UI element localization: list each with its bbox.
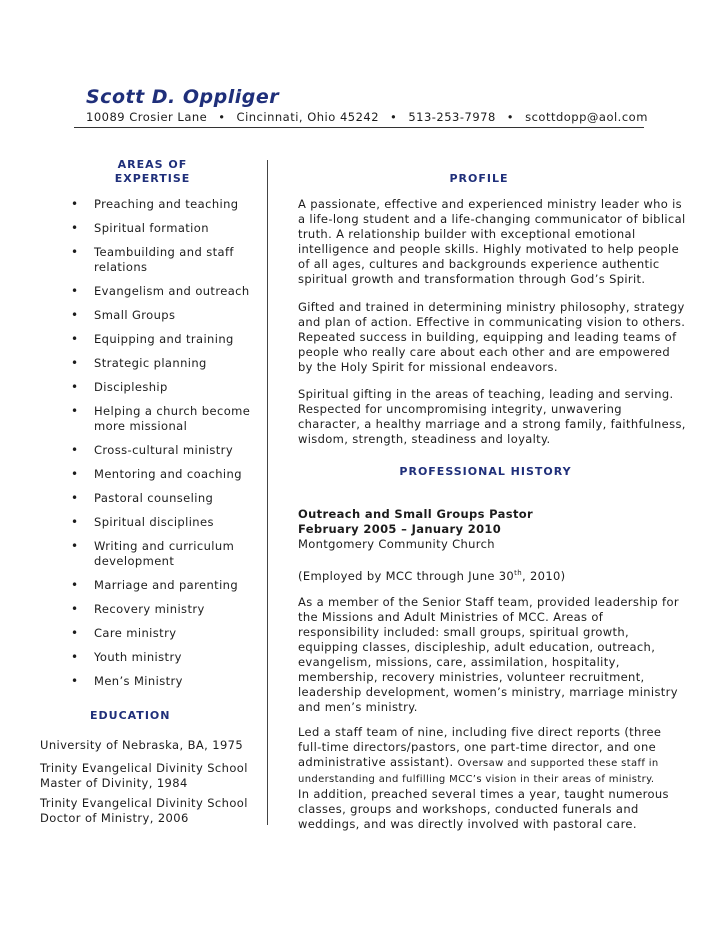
education-institution: Trinity Evangelical Divinity School — [40, 796, 248, 810]
column-divider — [267, 160, 268, 825]
education-degree: Doctor of Ministry, 2006 — [40, 811, 189, 825]
expertise-item-label: Evangelism and outreach — [94, 284, 250, 298]
profile-heading: PROFILE — [449, 172, 509, 185]
expertise-item — [58, 515, 263, 530]
job-description-text: Led a staff team of nine, including five direct reports (three full-time directors/pastors, one part-time director, and one administrative assistant). — [298, 725, 662, 769]
expertise-item — [58, 650, 263, 665]
ordinal-suffix: th — [514, 569, 522, 577]
bullet: • — [71, 332, 79, 346]
expertise-item — [58, 467, 263, 482]
profile-paragraph — [298, 387, 688, 447]
employment-note — [298, 566, 688, 584]
expertise-item-label: Recovery ministry — [94, 602, 205, 616]
job-title: Outreach and Small Groups Pastor — [298, 507, 534, 521]
education-heading: EDUCATION — [90, 709, 171, 722]
expertise-item-label: Marriage and parenting — [94, 578, 239, 592]
bullet: • — [71, 356, 79, 370]
bullet: • — [71, 578, 79, 592]
job-description-small-text: Oversaw and supported these staff in understanding and fulfilling MCC’s vision in their areas of ministry. — [298, 758, 659, 785]
expertise-item-label: Youth ministry — [94, 650, 182, 664]
education-entry — [40, 796, 260, 826]
expertise-item-label: Small Groups — [94, 308, 176, 322]
expertise-item-label: Care ministry — [94, 626, 177, 640]
employer: Montgomery Community Church — [298, 537, 495, 551]
separator: • — [506, 110, 515, 124]
expertise-heading — [90, 158, 215, 186]
bullet: • — [71, 284, 79, 298]
employment-note-year: , 2010) — [522, 568, 566, 583]
expertise-item-label: Spiritual formation — [94, 221, 209, 235]
expertise-item — [58, 284, 263, 299]
profile-text: A passionate, effective and experienced ministry leader who is a life-long student and a life-changing communicator of biblical truth. A relationship builder with exceptional emotional intelligence and people skills. Highly motivated to help people of all ages, cultures and backgrounds experience authentic spiritual growth and transformation through God’s Spirit. — [298, 197, 686, 286]
job-description — [298, 725, 688, 832]
profile-text: Gifted and trained in determining ministry philosophy, strategy and plan of action. Effective in communicating vision to others. Repeated success in building, equipping and leading teams of people who really care about each other and are empowered by the Holy Spirit for missional endeavors. — [298, 300, 686, 374]
expertise-item — [58, 578, 263, 593]
address: 10089 Crosier Lane — [86, 110, 208, 124]
separator: • — [218, 110, 226, 124]
expertise-item-label: Strategic planning — [94, 356, 207, 370]
job-description-text: In addition, preached several times a year, taught numerous classes, groups and workshops, conducted funerals and weddings, and was directly involved with pastoral care. — [298, 787, 669, 831]
profile-text: Spiritual gifting in the areas of teaching, leading and serving. Respected for uncompromising integrity, unwavering character, a healthy marriage and a strong family, faithfulness, wisdom, strength, steadiness and loyalty. — [298, 387, 686, 446]
bullet: • — [71, 380, 79, 394]
expertise-item — [58, 356, 263, 371]
expertise-heading-line1: AREAS OF — [117, 158, 188, 171]
education-institution: University of Nebraska, BA, 1975 — [40, 738, 244, 752]
expertise-item — [58, 443, 263, 458]
profile-paragraph — [298, 197, 688, 287]
header-divider — [74, 127, 644, 128]
bullet: • — [71, 221, 79, 235]
expertise-item-label: Equipping and training — [94, 332, 234, 346]
expertise-item — [58, 308, 263, 323]
bullet: • — [71, 245, 79, 259]
bullet: • — [71, 467, 79, 481]
history-heading: PROFESSIONAL HISTORY — [399, 465, 572, 478]
profile-paragraph — [298, 300, 688, 375]
expertise-item — [58, 197, 263, 212]
bullet: • — [71, 602, 79, 616]
expertise-item — [58, 404, 263, 434]
expertise-item — [58, 245, 263, 275]
bullet: • — [71, 650, 79, 664]
expertise-item — [58, 491, 263, 506]
bullet: • — [71, 515, 79, 529]
bullet: • — [71, 443, 79, 457]
bullet: • — [71, 539, 79, 553]
education-entry — [40, 738, 260, 753]
phone: 513-253-7978 — [408, 110, 496, 124]
job-header — [298, 507, 688, 552]
bullet: • — [71, 674, 79, 688]
candidate-name: Scott D. Oppliger — [86, 86, 280, 108]
expertise-item-label: Men’s Ministry — [94, 674, 183, 688]
expertise-list — [58, 197, 263, 698]
separator: • — [390, 110, 398, 124]
expertise-item-label: Cross-cultural ministry — [94, 443, 234, 457]
expertise-item — [58, 602, 263, 617]
job-dates: February 2005 – January 2010 — [298, 522, 502, 536]
bullet: • — [71, 491, 79, 505]
expertise-item — [58, 674, 263, 689]
expertise-item — [58, 380, 263, 395]
expertise-item-label: Spiritual disciplines — [94, 515, 214, 529]
expertise-item-label: Helping a church become more missional — [94, 404, 251, 433]
expertise-item — [58, 332, 263, 347]
city: Cincinnati, Ohio 45242 — [236, 110, 380, 124]
expertise-item — [58, 626, 263, 641]
education-degree: Master of Divinity, 1984 — [40, 776, 188, 790]
expertise-item-label: Writing and curriculum development — [94, 539, 235, 568]
expertise-heading-line2: EXPERTISE — [114, 172, 191, 185]
expertise-item — [58, 221, 263, 236]
bullet: • — [71, 626, 79, 640]
bullet: • — [71, 404, 79, 418]
email: scottdopp@aol.com — [525, 110, 648, 124]
bullet: • — [71, 308, 79, 322]
education-institution: Trinity Evangelical Divinity School — [40, 761, 248, 775]
employment-note-text: (Employed by MCC through June 30 — [298, 568, 515, 583]
job-description — [298, 595, 688, 715]
expertise-item-label: Pastoral counseling — [94, 491, 214, 505]
expertise-item-label: Teambuilding and staff relations — [94, 245, 234, 274]
education-entry — [40, 761, 260, 791]
contact-line — [86, 110, 648, 124]
expertise-item-label: Preaching and teaching — [94, 197, 239, 211]
bullet: • — [71, 197, 79, 211]
expertise-item-label: Mentoring and coaching — [94, 467, 242, 481]
job-description-text: As a member of the Senior Staff team, provided leadership for the Missions and Adult Ministries of MCC. Areas of responsibility included: small groups, spiritual growth, equipping classes, discipleship, adult education, outreach, evangelism, missions, care, assimilation, hospitality, membership, recovery ministries, volunteer recruitment, leadership development, women’s ministry, marriage ministry and men’s ministry. — [298, 595, 679, 714]
expertise-item-label: Discipleship — [94, 380, 168, 394]
expertise-item — [58, 539, 263, 569]
